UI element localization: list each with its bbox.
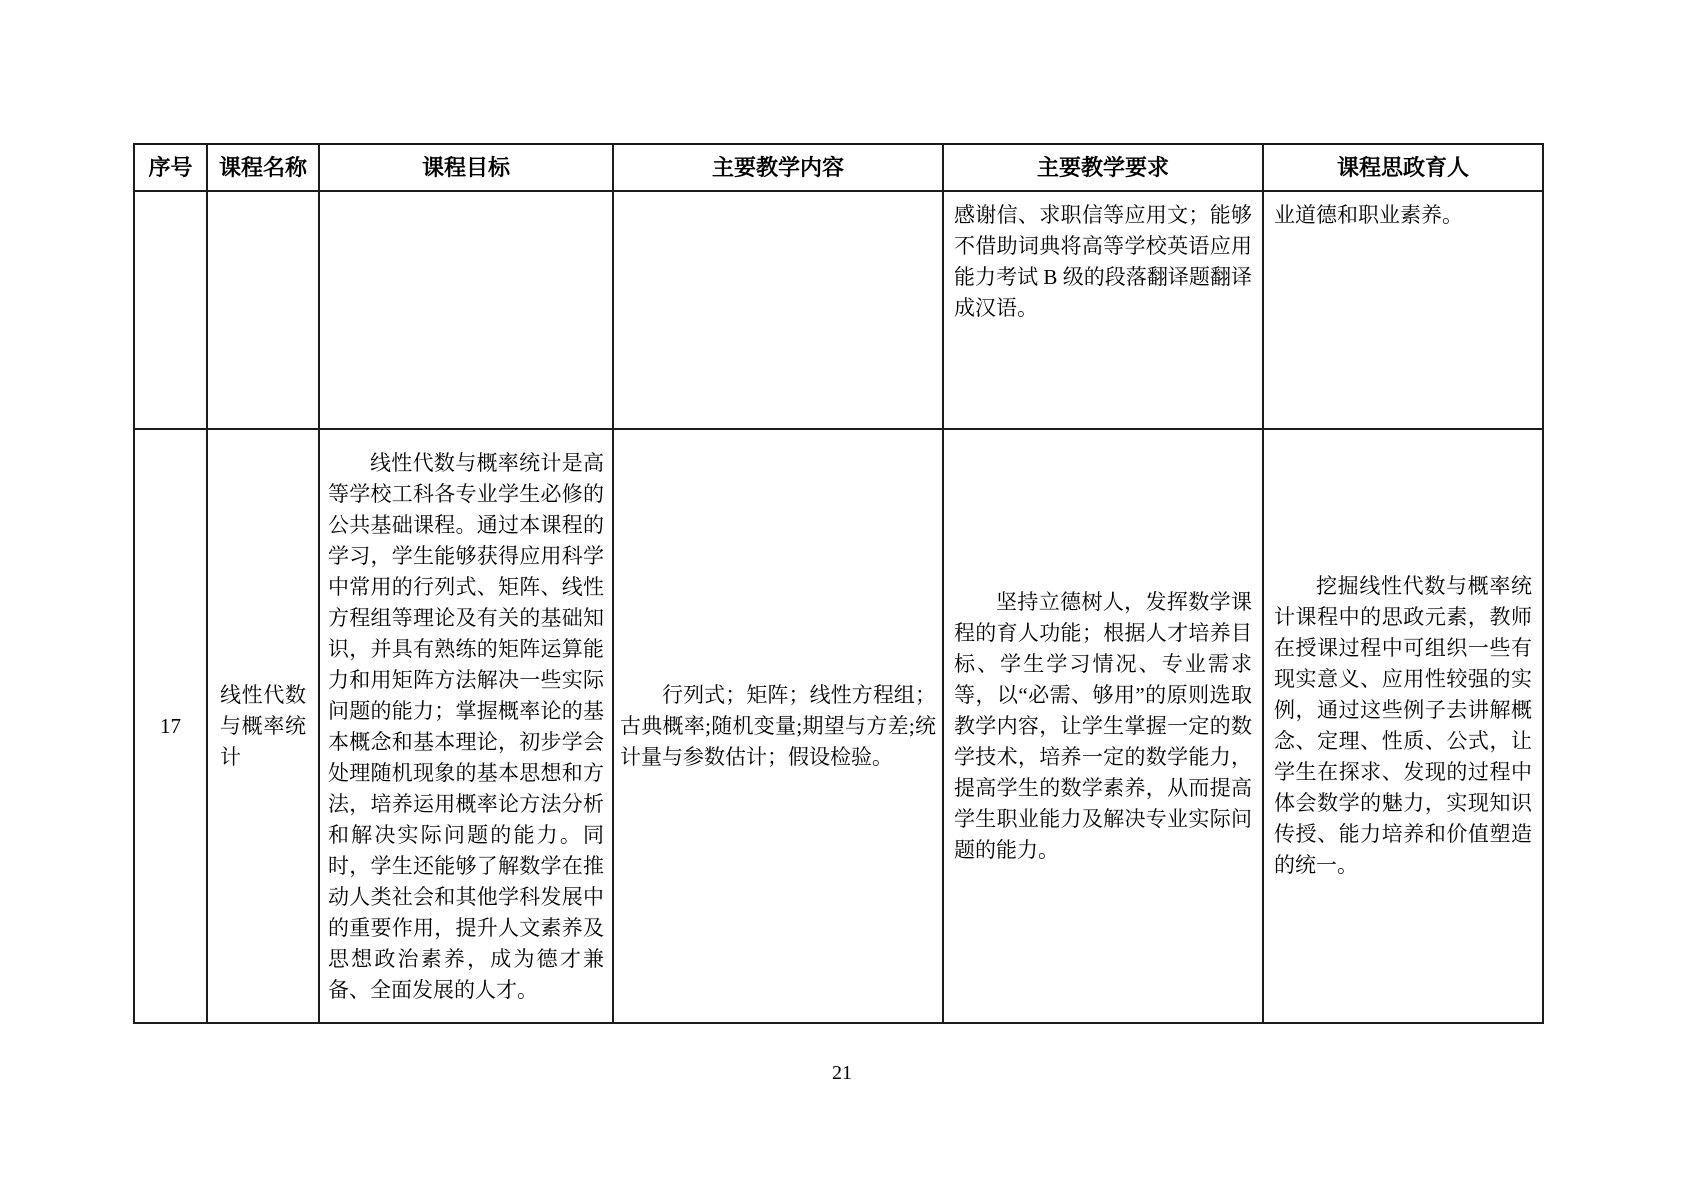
table-header-row bbox=[134, 144, 1543, 191]
cell-course-name: 线性代数与概率统计 bbox=[207, 429, 319, 1023]
cell-teaching-content: 行列式；矩阵；线性方程组；古典概率;随机变量;期望与方差;统计量与参数估计；假设检验。 bbox=[613, 429, 943, 1023]
cell-ideology: 挖掘线性代数与概率统计课程中的思政元素，教师在授课过程中可组织一些有现实意义、应用性较强的实例，通过这些例子去讲解概念、定理、性质、公式，让学生在探求、发现的过程中体会数学的魅力，实现知识传授、能力培养和价值塑造的统一。 bbox=[1263, 429, 1543, 1023]
col-header-course-name: 课程名称 bbox=[207, 144, 319, 191]
col-header-teaching-content: 主要教学内容 bbox=[613, 144, 943, 191]
cell-ideology: 业道德和职业素养。 bbox=[1263, 191, 1543, 429]
cell-seq: 17 bbox=[134, 429, 207, 1023]
cell-objectives: 线性代数与概率统计是高等学校工科各专业学生必修的公共基础课程。通过本课程的学习，学生能够获得应用科学中常用的行列式、矩阵、线性方程组等理论及有关的基础知识，并具有熟练的矩阵运算能力和用矩阵方法解决一些实际问题的能力；掌握概率论的基本概念和基本理论，初步学会处理随机现象的基本思想和方法，培养运用概率论方法分析和解决实际问题的能力。同时，学生还能够了解数学在推动人类社会和其他学科发展中的重要作用，提升人文素养及思想政治素养，成为德才兼备、全面发展的人才。 bbox=[319, 429, 613, 1023]
cell-teaching-requirements: 感谢信、求职信等应用文；能够不借助词典将高等学校英语应用能力考试 B 级的段落翻译题翻译成汉语。 bbox=[943, 191, 1263, 429]
cell-course-name bbox=[207, 191, 319, 429]
cell-objectives bbox=[319, 191, 613, 429]
col-header-ideology: 课程思政育人 bbox=[1263, 144, 1543, 191]
table-row-continuation bbox=[134, 191, 1543, 429]
cell-teaching-content bbox=[613, 191, 943, 429]
course-syllabus-table bbox=[133, 143, 1544, 1024]
table-row-course-17 bbox=[134, 429, 1543, 1023]
cell-teaching-requirements: 坚持立德树人，发挥数学课程的育人功能；根据人才培养目标、学生学习情况、专业需求等，以“必需、够用”的原则选取教学内容，让学生掌握一定的数学技术，培养一定的数学能力，提高学生的数学素养，从而提高学生职业能力及解决专业实际问题的能力。 bbox=[943, 429, 1263, 1023]
cell-seq bbox=[134, 191, 207, 429]
col-header-objectives: 课程目标 bbox=[319, 144, 613, 191]
col-header-teaching-requirements: 主要教学要求 bbox=[943, 144, 1263, 191]
col-header-seq: 序号 bbox=[134, 144, 207, 191]
page-number: 21 bbox=[832, 1062, 852, 1084]
course-syllabus-table-wrap bbox=[133, 143, 1542, 1024]
